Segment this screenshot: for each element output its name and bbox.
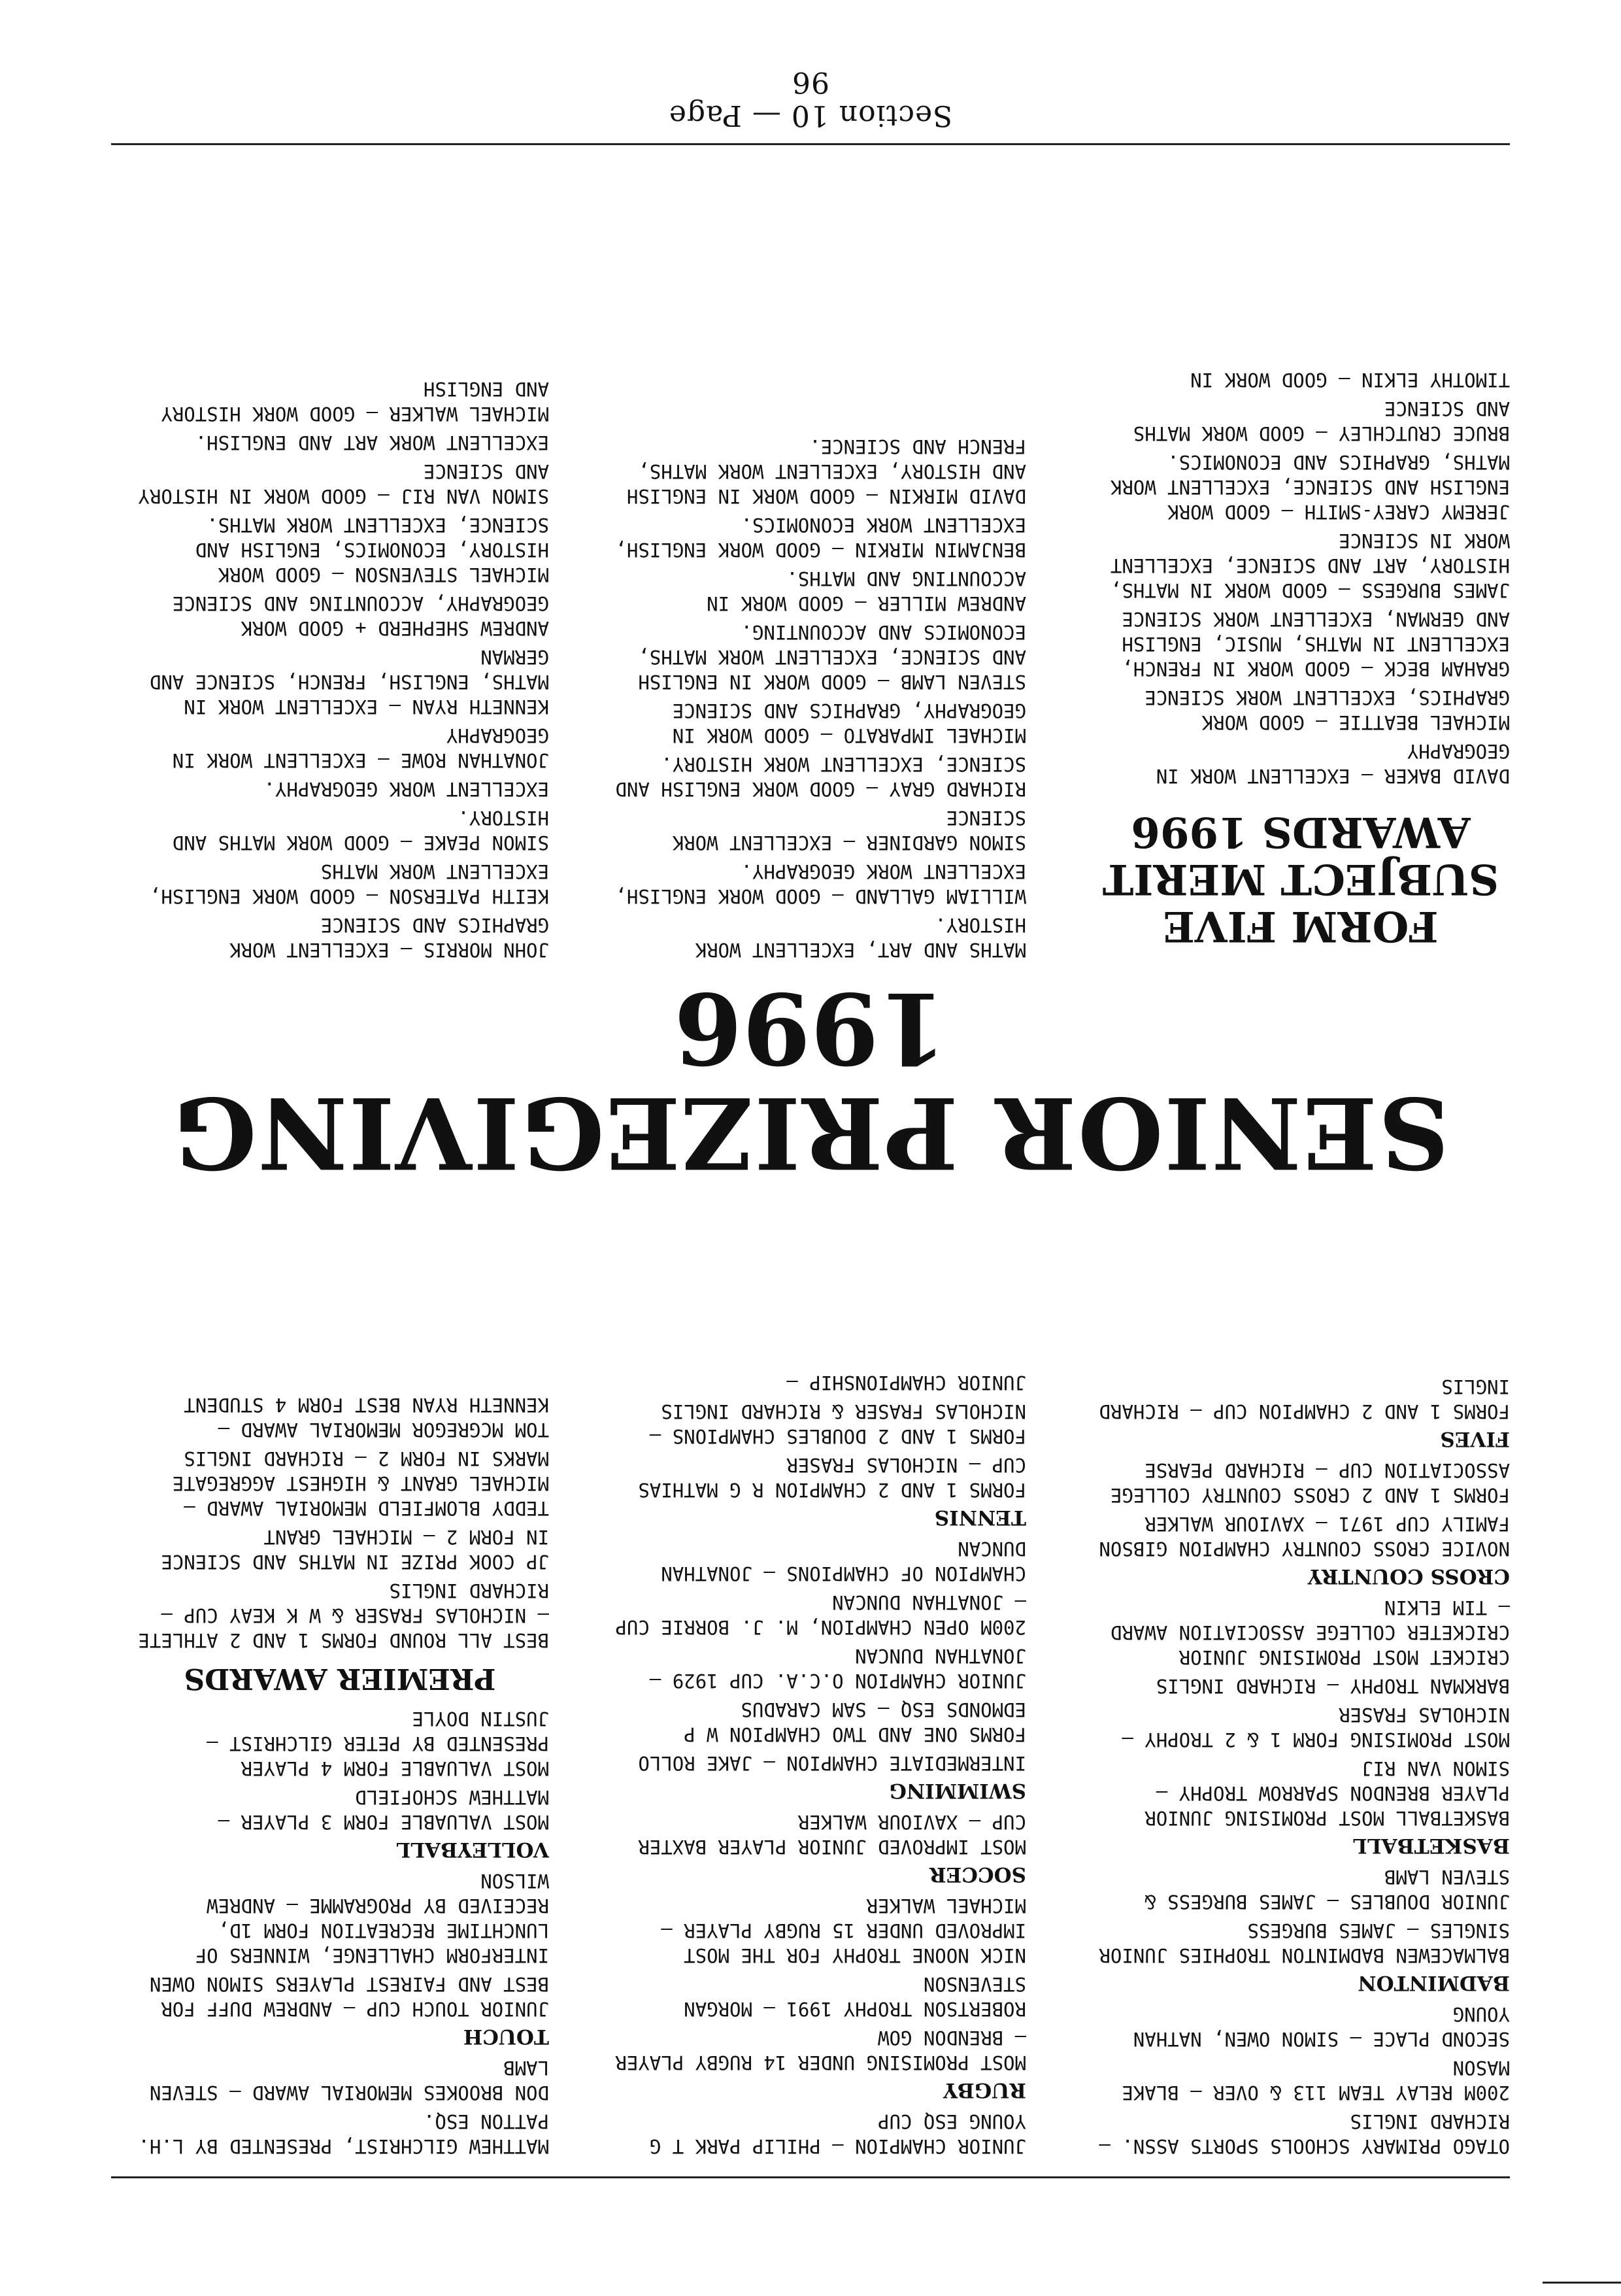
award-entry: TIMOTHY ELKIN — GOOD WORK IN (1190, 369, 1510, 391)
subject-merit-heading: FORM FIVE SUBJECT MERIT AWARDS 1996 (1102, 807, 1499, 951)
award-entry: BALMACEWEN BADMINTON TROPHIES JUNIOR SINGLES — JAMES BURGESS (1099, 1919, 1510, 1967)
award-entry: MOST VALUABLE FORM 4 PLAYER PRESENTED BY PETER GILCHRIST — JUSTIN DOYLE (207, 1708, 549, 1780)
award-entry: BASKETBALL MOST PROMISING JUNIOR PLAYER BRENDON SPARROW TROPHY — SIMON VAN RIJ (1145, 1757, 1510, 1829)
award-entry: JUNIOR CHAMPIONSHIP — (786, 1372, 1026, 1394)
bottom-rule (111, 143, 1510, 145)
award-entry: JEREMY CAREY-SMITH — GOOD WORK ENGLISH AND SCIENCE, EXCELLENT WORK MATHS, GRAPHICS AND ECONOMICS. (1110, 451, 1510, 523)
merit-column-1-list (1092, 367, 1510, 788)
award-entry: DAVID BAKER — EXCELLENT WORK IN GEOGRAPHY (1156, 740, 1510, 787)
page-title: SENIOR PRIZEGIVING (171, 1075, 1450, 1190)
award-entry: JAMES BURGESS — GOOD WORK IN MATHS, HISTORY, ART AND SCIENCE, EXCELLENT WORK IN SCIENCE (1110, 530, 1510, 601)
award-entry: INTERMEDIATE CHAMPION — JAKE ROLLO (638, 1752, 1026, 1774)
section-heading: SWIMMING (889, 1779, 1026, 1802)
page-year: 1996 (674, 970, 947, 1085)
award-entry: STEVEN LAMB — GOOD WORK IN ENGLISH AND SCIENCE, EXCELLENT WORK MATHS, ECONOMICS AND ACCOUNTING. (638, 621, 1026, 693)
award-entry: INTERFORM CHALLENGE, WINNERS OF LUNCHTIME RECREATION FORM 1D, RECEIVED BY PROGRAMME — ANDREW WILSON (195, 1870, 549, 1967)
section-heading: TOUCH (463, 2025, 549, 2048)
merit-column-1 (1092, 363, 1510, 962)
awards-column-2 (608, 1366, 1026, 2159)
award-entry: CRICKET MOST PROMISING JUNIOR CRICKETER COLLEGE ASSOCIATION AWARD — TIM ELKIN (1110, 1596, 1510, 1668)
award-entry: SECOND PLACE — SIMON OWEN, NATHAN YOUNG (1133, 2003, 1510, 2050)
merit-column-3 (131, 373, 549, 962)
awards-column-1 (1092, 1370, 1510, 2159)
award-entry: NOVICE CROSS COUNTRY CHAMPION GIBSON FAMILY CUP 1971 — XAVIOUR WALKER (1099, 1513, 1510, 1560)
award-entry: JUNIOR TOUCH CUP — ANDREW DUFF FOR BEST AND FAIREST PLAYERS SIMON OWEN (149, 1973, 549, 2020)
section-heading: BASKETBALL (1352, 1834, 1510, 1857)
award-entry: MICHAEL BEATTIE — GOOD WORK GRAPHICS, EXCELLENT WORK SCIENCE (1145, 686, 1510, 734)
award-entry: WILLIAM GALLAND — GOOD WORK ENGLISH, EXCELLENT WORK GEOGRAPHY. (615, 860, 1026, 907)
award-entry: MICHAEL IMPARATO — GOOD WORK IN GEOGRAPHY, GRAPHICS AND SCIENCE (672, 700, 1026, 747)
section-heading: RUGBY (943, 2078, 1026, 2102)
award-entry: MICHAEL STEVENSON — GOOD WORK HISTORY, ECONOMICS, ENGLISH AND SCIENCE, EXCELLENT WORK MATHS. (195, 514, 549, 586)
award-entry: DAVID MIRKIN — GOOD WORK IN ENGLISH AND HISTORY, EXCELLENT WORK MATHS, FRENCH AND SCIENCE. (626, 435, 1026, 507)
section-heading: PREMIER AWARDS (184, 1662, 496, 1695)
award-entry: EXCELLENT WORK GEOGRAPHY. (263, 778, 549, 800)
award-entry: SIMON GARDINER — EXCELLENT WORK SCIENCE (672, 807, 1026, 854)
section-heading: BADMINTON (1358, 1971, 1510, 1995)
award-entry: MOST IMPROVED JUNIOR PLAYER BAXTER CUP — XAVIOUR WALKER (638, 1811, 1026, 1858)
award-entry: GRAHAM BECK — GOOD WORK IN FRENCH, EXCELLENT IN MATHS, MUSIC, ENGLISH AND GERMAN, EXCELLENT WORK SCIENCE (1122, 608, 1510, 680)
title-banner (111, 970, 1510, 1190)
section-heading: FIVES (1440, 1427, 1510, 1451)
award-entry: BEST ALL ROUND FORMS 1 AND 2 ATHLETE — NICHOLAS FRASER & W K KEAY CUP — RICHARD INGLIS (138, 1579, 549, 1651)
award-entry: FORMS 1 AND 2 CHAMPION R G MATHIAS CUP — NICHOLAS FRASER (638, 1454, 1026, 1501)
award-entry: FORMS 1 AND 2 DOUBLES CHAMPIONS — NICHOLAS FRASER & RICHARD INGLIS (649, 1400, 1026, 1447)
award-entry: ANDREW SHEPHERD + GOOD WORK GEOGRAPHY, ACCOUNTING AND SCIENCE (172, 592, 549, 639)
section-heading: VOLLEYBALL (396, 1838, 549, 1861)
award-entry: 200M RELAY TEAM 113 & OVER — BLAKE MASON (1122, 2057, 1510, 2104)
award-entry: FORMS ONE AND TWO CHAMPION W P EDMONDS ESQ — SAM CARADUS (684, 1698, 1026, 1746)
section-heading: SOCCER (929, 1863, 1026, 1886)
award-entry: MICHAEL WALKER — GOOD WORK HISTORY AND ENGLISH (161, 378, 549, 425)
award-entry: ROBERTSON TROPHY 1991 — MORGAN STEVENSON (684, 1973, 1026, 2020)
award-entry: 200M OPEN CHAMPION, M. J. BORRIE CUP — JONATHAN DUNCAN (615, 1591, 1026, 1638)
award-entry: KEITH PATERSON — GOOD WORK ENGLISH, EXCELLENT WORK MATHS (149, 860, 549, 907)
award-entry: ANDREW MILLER — GOOD WORK IN ACCOUNTING AND MATHS. (707, 567, 1026, 615)
award-entry: RICHARD GRAY — GOOD WORK ENGLISH AND SCIENCE, EXCELLENT WORK HISTORY. (615, 753, 1026, 800)
award-entry: JP COOK PRIZE IN MATHS AND SCIENCE IN FORM 2 — MICHAEL GRANT (161, 1526, 549, 1573)
award-entry: SIMON PEAKE — GOOD WORK MATHS AND HISTORY. (172, 807, 549, 854)
merit-column-2 (608, 430, 1026, 962)
awards-column-3 (131, 1389, 549, 2159)
award-entry: JUNIOR CHAMPION — PHILIP PARK T G YOUNG ESQ CUP (649, 2110, 1026, 2157)
sports-awards-section (111, 1198, 1510, 2159)
award-entry: MATHS AND ART, EXCELLENT WORK HISTORY. (695, 914, 1026, 961)
award-entry: BRUCE CRUTCHLEY — GOOD WORK MATHS AND SCIENCE (1133, 397, 1510, 445)
award-entry: JUNIOR DOUBLES — JAMES BURGESS & STEVEN LAMB (1145, 1866, 1510, 1913)
award-entry: FORMS 1 AND 2 CHAMPION CUP — RICHARD INGLIS (1099, 1376, 1510, 1423)
award-entry: TOM MCGREGOR MEMORIAL AWARD — KENNETH RYAN BEST FORM 4 STUDENT (184, 1394, 549, 1441)
award-entry: JONATHAN ROWE — EXCELLENT WORK IN GEOGRAPHY (172, 724, 549, 771)
section-heading: TENNIS (934, 1506, 1026, 1529)
margin-mark (1543, 2282, 1621, 2284)
section-heading: CROSS COUNTRY (1307, 1564, 1510, 1588)
award-entry: MOST VALUABLE FORM 3 PLAYER — MATTHEW SCHOFIELD (218, 1786, 549, 1833)
award-entry: MOST PROMISING UNDER 14 RUGBY PLAYER — BRENDON GOW (615, 2027, 1026, 2074)
page-footer: Section 10 — Page 96 (668, 65, 953, 132)
top-rule (111, 2176, 1510, 2178)
award-entry: OTAGO PRIMARY SCHOOLS SPORTS ASSN. — RICHARD INGLIS (1099, 2110, 1510, 2157)
award-entry: JOHN MORRIS — EXCELLENT WORK GRAPHICS AND SCIENCE (229, 914, 549, 961)
award-entry: TEDDY BLOMFIELD MEMORIAL AWARD — MICHAEL GRANT & HIGHEST AGGREGATE MARKS IN FORM 2 — RICHARD INGLIS (172, 1447, 549, 1519)
award-entry: BENJAMIN MIRKIN — GOOD WORK ENGLISH, EXCELLENT WORK ECONOMICS. (615, 514, 1026, 561)
award-entry: SIMON VAN RIJ — GOOD WORK IN HISTORY AND SCIENCE (138, 460, 549, 507)
award-entry: FORMS 1 AND 2 CROSS COUNTRY COLLEGE ASSOCIATION CUP — RICHARD PEARSE (1110, 1459, 1510, 1506)
award-entry: CHAMPION OF CHAMPIONS — JONATHAN DUNCAN (661, 1538, 1026, 1585)
subject-merit-section (111, 165, 1510, 962)
award-entry: BARKMAN TROPHY — RICHARD INGLIS (1156, 1675, 1510, 1697)
award-entry: KENNETH RYAN — EXCELLENT WORK IN MATHS, ENGLISH, FRENCH, SCIENCE AND GERMAN (149, 646, 549, 718)
award-entry: MOST PROMISING FORM 1 & 2 TROPHY — NICHOLAS FRASER (1122, 1704, 1510, 1751)
award-entry: DON BROOKES MEMORIAL AWARD — STEVEN LAMB (149, 2057, 549, 2104)
award-entry: MATTHEW GILCHRIST, PRESENTED BY L.H. PATTON ESQ. (138, 2110, 549, 2157)
award-entry: EXCELLENT WORK ART AND ENGLISH. (195, 431, 549, 454)
award-entry: NICK NOONE TROPHY FOR THE MOST IMPROVED UNDER 15 RUGBY PLAYER — MICHAEL WALKER (661, 1895, 1026, 1967)
award-entry: JUNIOR CHAMPION O.C.A. CUP 1929 — JONATHAN DUNCAN (649, 1645, 1026, 1692)
